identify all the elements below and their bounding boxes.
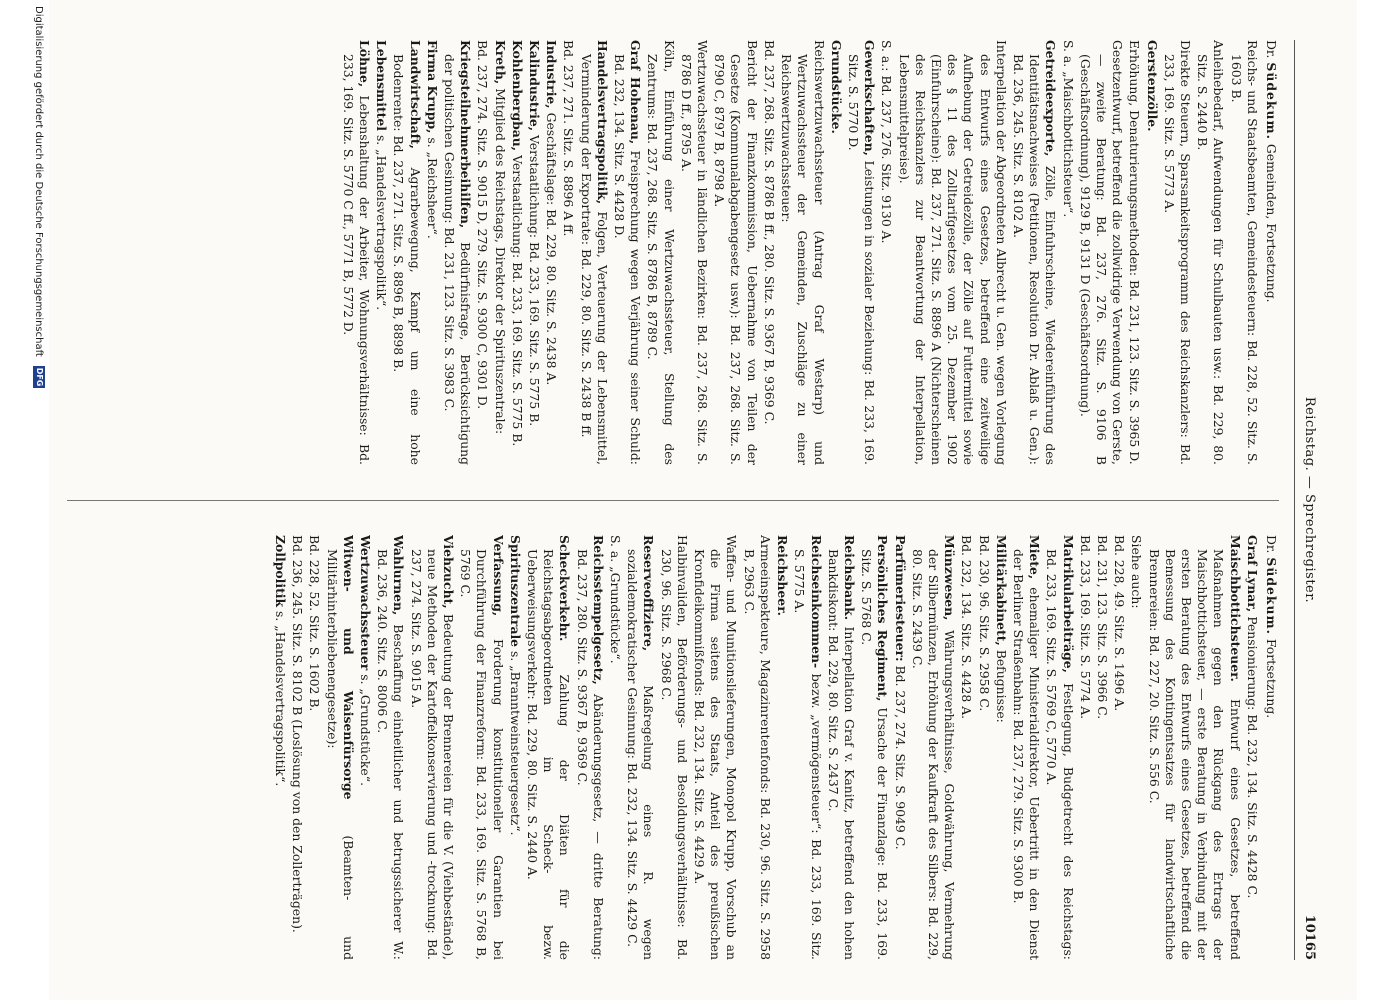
entry-text: Agrarbewegung, Kampf um eine hohe Bodenrente: Bd. 237, 271. Sitz. S. 8896 B, 8898 B.: [390, 54, 423, 465]
entry-text: Bedürfnisfrage, Berücksichtigung der politischen Gesinnung: Bd. 231, 123. Sitz. S. 3983 C.: [441, 54, 473, 465]
entry-text: bezw. „vermögensteuer“: Bd. 233, 169. Sitz. S. 5775 A.: [791, 549, 824, 960]
entry-text: Bd. 228, 52. Sitz. S. 1602 B.: [306, 535, 322, 712]
register-entry: [760, 40, 776, 465]
entry-text: s. „Handelsvertragspolitik“.: [373, 134, 389, 311]
entry-keyword: Matrikularbeiträge,: [1060, 535, 1076, 673]
entry-text: S. a. „Maischbottichsteuer“.: [1060, 40, 1076, 218]
entry-keyword: Parfümeriesteuer:: [892, 535, 908, 662]
register-entry: [740, 535, 772, 960]
register-entry: [373, 40, 389, 465]
register-entry: [573, 535, 605, 960]
register-entry: [908, 535, 957, 960]
entry-keyword: Reserveoffiziere,: [640, 535, 656, 652]
heading-suffix: Fortsetzung.: [1263, 638, 1279, 719]
entry-keyword: Reichsbank.: [841, 535, 857, 621]
register-entry: [878, 40, 894, 465]
footer-attribution: Digitalisierung gefördert durch die Deutsche Forschungsgemeinschaft: [32, 6, 44, 357]
register-entry: [857, 535, 889, 960]
heading-name: Südekum.: [1263, 557, 1279, 635]
entry-text: ehemaliger Ministerialdirektor, Uebertritt in den Dienst der Berliner Straßenbahn: Bd. 237, 279. Sitz. S. 9300 B.: [1010, 549, 1042, 960]
register-entry: [992, 535, 1008, 960]
entry-keyword: Getreideexporte,: [1042, 40, 1058, 157]
entry-keyword: Reichseinkommen-: [808, 535, 824, 669]
register-entry: [271, 535, 287, 960]
register-entry: [690, 535, 739, 960]
register-entry: [1160, 40, 1192, 465]
left-column-heading: [1262, 40, 1278, 465]
entry-keyword: Handelsvertragspolitik,: [594, 40, 610, 205]
entry-text: Leistungen in sozialer Beziehung: Bd. 233, 169. Sitz. S. 5770 D.: [845, 54, 877, 465]
register-entry: [339, 40, 371, 465]
register-entry: [374, 535, 406, 960]
register-entry: [306, 535, 322, 960]
right-column-heading: [1262, 535, 1278, 960]
right-column: [67, 535, 1279, 960]
entry-keyword: Reichsheer.: [774, 535, 790, 616]
register-entry: [1009, 535, 1041, 960]
register-entry: [407, 535, 456, 960]
entry-text: Abänderungsgesetz, — dritte Beratung: Bd. 237, 280. Sitz. S. 9367 B, 9369 C.: [574, 549, 606, 960]
entry-text: Zölle, Einfuhrscheine, Wiedereinführung des Identitätsnachweises (Petitionen, Resolution Dr. Ablaß u. Gen.): Bd. 236, 245. Sitz. S. 8102 A.: [1010, 54, 1058, 465]
register-entry: [525, 40, 541, 465]
heading-name: Südekum.: [1263, 62, 1279, 140]
entry-text: Befugnisse:: [993, 649, 1009, 723]
entry-text: S. a. „Grundstücke“.: [607, 535, 623, 664]
dfg-logo: DFG: [34, 367, 44, 387]
entry-text: Verstaatlichung: Bd. 233, 169. Sitz. S. 5775 B.: [509, 155, 525, 447]
entry-keyword: Scheckverkehr.: [556, 535, 572, 642]
entry-text: Interpellation Graf v. Kanitz, betreffend den hohen Bankdiskont: Bd. 229, 80. Sitz. S. 2437 C.: [825, 549, 857, 960]
scanned-page: [27, 0, 1357, 1000]
entry-keyword: Münzwesen,: [941, 535, 957, 621]
register-entry: [356, 535, 372, 960]
page-number: 10165: [1301, 914, 1317, 960]
entry-text: Bd. 232, 134. Sitz. S. 4428 A.: [958, 535, 974, 720]
register-entry: [610, 40, 642, 465]
left-entry-list: [339, 40, 1259, 465]
entry-text: Siehe auch:: [1128, 535, 1144, 609]
register-entry: [474, 40, 490, 465]
entry-keyword: Viehzucht,: [440, 535, 456, 609]
register-entry: [1126, 40, 1142, 465]
digitization-footer: [27, 0, 49, 1006]
entry-text: s. „Handelsvertragspolitik“.: [272, 611, 288, 787]
register-entry: [827, 40, 843, 465]
entry-keyword: Militärkabinett,: [993, 535, 1009, 646]
register-entry: [543, 40, 559, 465]
register-entry: [1009, 40, 1058, 465]
page-header: [1293, 40, 1317, 960]
register-entry: [508, 40, 524, 465]
entry-text: Bericht der Finanzkommission, Uebernahme von Teilen der Gesetze (Kommunalabgabengesetz usw.): Bd. 237, 268. Sitz. S. 8790 C, 8797 B, 8798 A.: [711, 40, 760, 465]
entry-text: Armeeinspekteure, Magazinrentenfonds: Bd. 230, 96. Sitz. S. 2958 B, 2963 C.: [741, 535, 773, 960]
entry-text: Ursache der Finanzlage: Bd. 233, 169. Sitz. S. 5768 C.: [858, 549, 890, 960]
entry-text: Entwurf eines Gesetzes, betreffend Maßnahmen gegen den Rückgang des Ertrags der Maischbottichsteuer, — erste Beratung in Verbindung mit der ersten Beratung des Entwurfs eines Gesetzes, betreffend die Bemessung des Kontingentsatzes für landwirtschaftliche Brennereien: Bd. 227, 20. Sitz. S. 556 C.: [1146, 549, 1243, 960]
entry-keyword: Firma Krupp,: [424, 40, 440, 134]
register-entry: [457, 535, 506, 960]
entry-keyword: Kriegsteilnehmerbeihilfen,: [457, 40, 473, 229]
register-entry: [895, 40, 1008, 465]
register-entry: [523, 535, 572, 960]
register-entry: [711, 40, 760, 465]
column-divider: [67, 500, 1279, 501]
entry-keyword: Miete,: [1026, 535, 1042, 580]
entry-text: Reichs- und Staatsbeamten, Gemeindesteuern: Bd. 228, 52. Sitz. S. 1603 B.: [1228, 40, 1260, 465]
entry-text: Bd. 236, 245. Sitz. S. 8102 B (Loslösung von den Zollerträgen).: [289, 535, 305, 933]
entry-keyword: Verfassung,: [490, 535, 506, 617]
register-entry: [773, 535, 789, 960]
register-entry: [1128, 535, 1144, 960]
entry-keyword: Gewerkschaften,: [861, 40, 877, 156]
entry-text: Bedeutung der Brennereien für die V. (Viehbestände), neue Methoden der Kartoffelkonservierung und -trocknung: Bd. 237, 274. Sitz. S. 9015 A.: [408, 549, 456, 960]
entry-text: Anleihebedarf, Aufwendungen für Schulbauten usw.: Bd. 229, 80. Sitz. S. 2440 B.: [1194, 40, 1226, 465]
entry-text: Direkte Steuern, Sparsamkeitsprogramm des Reichskanzlers: Bd. 233, 169. Sitz. S. 5773 A.: [1161, 40, 1193, 465]
entry-text: Bd. 233, 169. Sitz. S. 5774 A.: [1077, 535, 1093, 720]
entry-keyword: Spirituszentrale: [507, 535, 523, 648]
entry-text: Erhöhung, Denaturierungsmethoden: Bd. 231, 123. Sitz. S. 3965 D.: [1126, 40, 1142, 465]
register-entry: [491, 40, 507, 465]
register-entry: [777, 40, 826, 465]
entry-text: Bd. 230, 96. Sitz. S. 2958 C.: [976, 535, 992, 712]
entry-text: Folgen, Verteuerung der Lebensmittel, Verminderung der Exportrate: Bd. 229, 80. Sitz. S. 2438 B ff.: [578, 54, 610, 465]
register-entry: [577, 40, 609, 465]
entry-text: Währungsverhältnisse, Goldwährung, Vermehrung der Silbermünzen, Erhöhung der Kaufkraft des Silbers: Bd. 229, 80. Sitz. S. 2439 C.: [909, 549, 957, 960]
entry-text: Zahlung der Diäten für die Reichstagsabgeordneten im Scheck- bezw. Ueberweisungsverkehr: Bd. 229, 80. Sitz. S. 2440 A.: [524, 549, 572, 960]
entry-text: S. a.: Bd. 237, 276. Sitz. 9130 A.: [878, 40, 894, 244]
register-entry: [1143, 40, 1159, 465]
entry-text: Bd. 237, 271. Sitz. S. 8896 A ff.: [560, 40, 576, 237]
register-entry: [891, 535, 907, 960]
register-entry: [1043, 535, 1075, 960]
entry-text: s. „Reichsheer“.: [424, 137, 440, 239]
register-entry: [390, 40, 422, 465]
entry-keyword: Wahlurnen,: [390, 535, 406, 616]
entry-keyword: Grundstücke.: [828, 40, 844, 134]
entry-text: Freisprechung wegen Verjährung seiner Schuld: Bd. 232, 134. Sitz. S. 4428 D.: [611, 54, 643, 465]
entry-keyword: Gerstenzölle.: [1144, 40, 1160, 132]
entry-keyword: Lebensmittel: [373, 40, 389, 131]
entry-text: Köln, Einführung einer Wertzuwachssteuer, Stellung des Zentrums: Bd. 237, 268. Sitz. S. 8786 B, 8789 C.: [644, 40, 677, 465]
register-entry: [1193, 40, 1225, 465]
entry-text: Wertzuwachssteuer in ländlichen Bezirken: Bd. 237, 268. Sitz. S. 8786 D ff., 8795 A.: [678, 40, 710, 465]
entry-keyword: Landwirtschaft,: [407, 40, 423, 149]
entry-text: Beschaffung einheitlicher und betrugssicherer W.: Bd. 236, 240. Sitz. S. 8006 C.: [374, 549, 406, 960]
entry-keyword: Kreth,: [492, 40, 508, 85]
entry-keyword: Maischbottichsteuer.: [1227, 535, 1243, 682]
entry-text: Verstaatlichung: Bd. 233, 169. Sitz. S. 5775 B.: [526, 134, 542, 427]
register-entry: [624, 535, 656, 960]
entry-text: Reichswertzuwachssteuer (Antrag Graf Westarp) und Wertzuwachssteuer der Gemeinden, Zuschläge zu einer Reichswertzuwachssteuer:: [778, 40, 827, 465]
entry-text: Halbinvaliden, Beförderungs- und Besoldungsverhältnisse: Bd. 230, 96. Sitz. S. 2968 C.: [658, 535, 690, 960]
heading-suffix: Gemeinden, Fortsetzung.: [1263, 143, 1279, 303]
entry-text: Festlegung, Budgetrecht des Reichstags: Bd. 233, 169. Sitz. S. 5769 C, 5770 A.: [1043, 549, 1076, 960]
register-entry: [644, 40, 676, 465]
entry-text: Interpellation der Abgeordneten Albrecht u. Gen. wegen Vorlegung des Entwurfs eines Gesetzes, betreffend eine zeitweilige Aufhebung der Getreidezölle, der Zölle auf Futtermittel sowie des § 11 des Zolltarifgesetzes vom 25. Dezember 1902 (Einfuhrscheine): Bd. 237, 271. Sitz. S. 8896 A (Nichterscheinen des Reichskanzlers zur Beantwortung der Interpellation, Lebensmittelpreise).: [896, 40, 1009, 465]
register-entry: [289, 535, 305, 960]
entry-text: Pensionierung: Bd. 232, 134. Sitz. S. 4428 C.: [1244, 616, 1260, 899]
entry-text: Bd. 231, 123. Sitz. S. 3966 C.: [1094, 535, 1110, 720]
register-entry: [677, 40, 709, 465]
entry-text: s. „Grundstücke“.: [357, 674, 373, 787]
register-entry: [506, 535, 522, 960]
heading-prefix: Dr.: [1263, 40, 1279, 59]
entry-text: Gesetzentwurf, betreffend die zollwidrige Verwendung von Gerste, — zweite Beratung: Bd. 237, 276. Sitz. S. 9106 B (Geschäftsordnung), 9129 B, 9131 D (Geschäftsordnung).: [1077, 40, 1125, 465]
register-entry: [423, 40, 439, 465]
running-title: Reichstag. — Sprechregister.: [1301, 396, 1317, 604]
register-entry: [1145, 535, 1242, 960]
register-entry: [440, 40, 472, 465]
entry-text: Bd. 228, 49. Sitz. S. 1496 A.: [1111, 535, 1127, 712]
entry-keyword: Industrie,: [543, 40, 559, 109]
entry-text: Mitglied des Reichstags, Direktor der Spirituszentrale:: [492, 88, 508, 435]
entry-keyword: Kalindustrie,: [526, 40, 542, 132]
register-entry: [975, 535, 991, 960]
register-entry: [844, 40, 876, 465]
right-entry-list: [271, 535, 1259, 960]
heading-prefix: Dr.: [1263, 535, 1279, 554]
entry-keyword: Reichsstempelgesetz,: [590, 535, 606, 685]
left-column: [67, 40, 1279, 465]
entry-text: Bd. 237, 274. Sitz. S. 9015 D, 279. Sitz. S. 9300 C, 9301 D.: [474, 40, 490, 410]
entry-keyword: Graf Hohenau,: [627, 40, 643, 145]
register-entry: [657, 535, 689, 960]
entry-text: (Beamten- und Militärhinterbliebenengesetze):: [324, 549, 356, 960]
register-entry: [1110, 535, 1126, 960]
register-entry: [606, 535, 622, 960]
register-entry: [323, 535, 355, 960]
register-entry: [1093, 535, 1109, 960]
register-entry: [1227, 40, 1259, 465]
entry-text: Forderung konstitutioneller Garantien bei Durchführung der Finanzreform: Bd. 233, 169. Sitz. S. 5768 B, 5769 C.: [457, 549, 506, 960]
register-entry: [824, 535, 856, 960]
entry-text: Geschäftslage: Bd. 229, 80. Sitz. S. 2438 A.: [543, 112, 559, 386]
header-rule: [1294, 40, 1295, 960]
entry-text: Bd. 237, 274. Sitz. S. 9049 C.: [892, 665, 908, 850]
entry-text: Bd. 237, 268. Sitz. S. 8786 B ff., 280. Sitz. S. 9367 B, 9369 C.: [761, 40, 777, 425]
entry-keyword: Löhne,: [356, 40, 372, 88]
register-entry: [1059, 40, 1075, 465]
entry-text: Maßregelung eines R. wegen sozialdemokratischer Gesinnung: Bd. 232, 134. Sitz. S. 4429 C.: [624, 549, 656, 960]
register-entry: [560, 40, 576, 465]
register-entry: [1076, 40, 1125, 465]
entry-text: Waffen- und Munitionslieferungen, Monopol Krupp, Vorschub an die Firma seitens des Staats, Anteil des preußischen Kronfideikommißfonds: Bd. 232, 134. Sitz. S. 4429 A.: [691, 535, 739, 960]
register-entry: [791, 535, 823, 960]
entry-text: s. „Branntweinsteuergesetz“.: [507, 651, 523, 836]
entry-keyword: Wertzuwachssteuer: [357, 535, 373, 671]
entry-keyword: Graf Lynar,: [1244, 535, 1260, 613]
register-entry: [958, 535, 974, 960]
entry-keyword: Witwen- und Waisenfürsorge: [340, 535, 356, 800]
register-entry: [1243, 535, 1259, 960]
entry-keyword: Kohlenbergbau,: [509, 40, 525, 152]
entry-keyword: Persönliches Regiment,: [874, 535, 890, 702]
entry-text: Lebenshaltung der Arbeiter, Wohnungsverhältnisse: Bd. 233, 169. Sitz. S. 5770 C ff., 5771 B, 5772 D.: [340, 54, 372, 465]
entry-keyword: Zollpolitik: [272, 535, 288, 608]
register-entry: [1076, 535, 1092, 960]
